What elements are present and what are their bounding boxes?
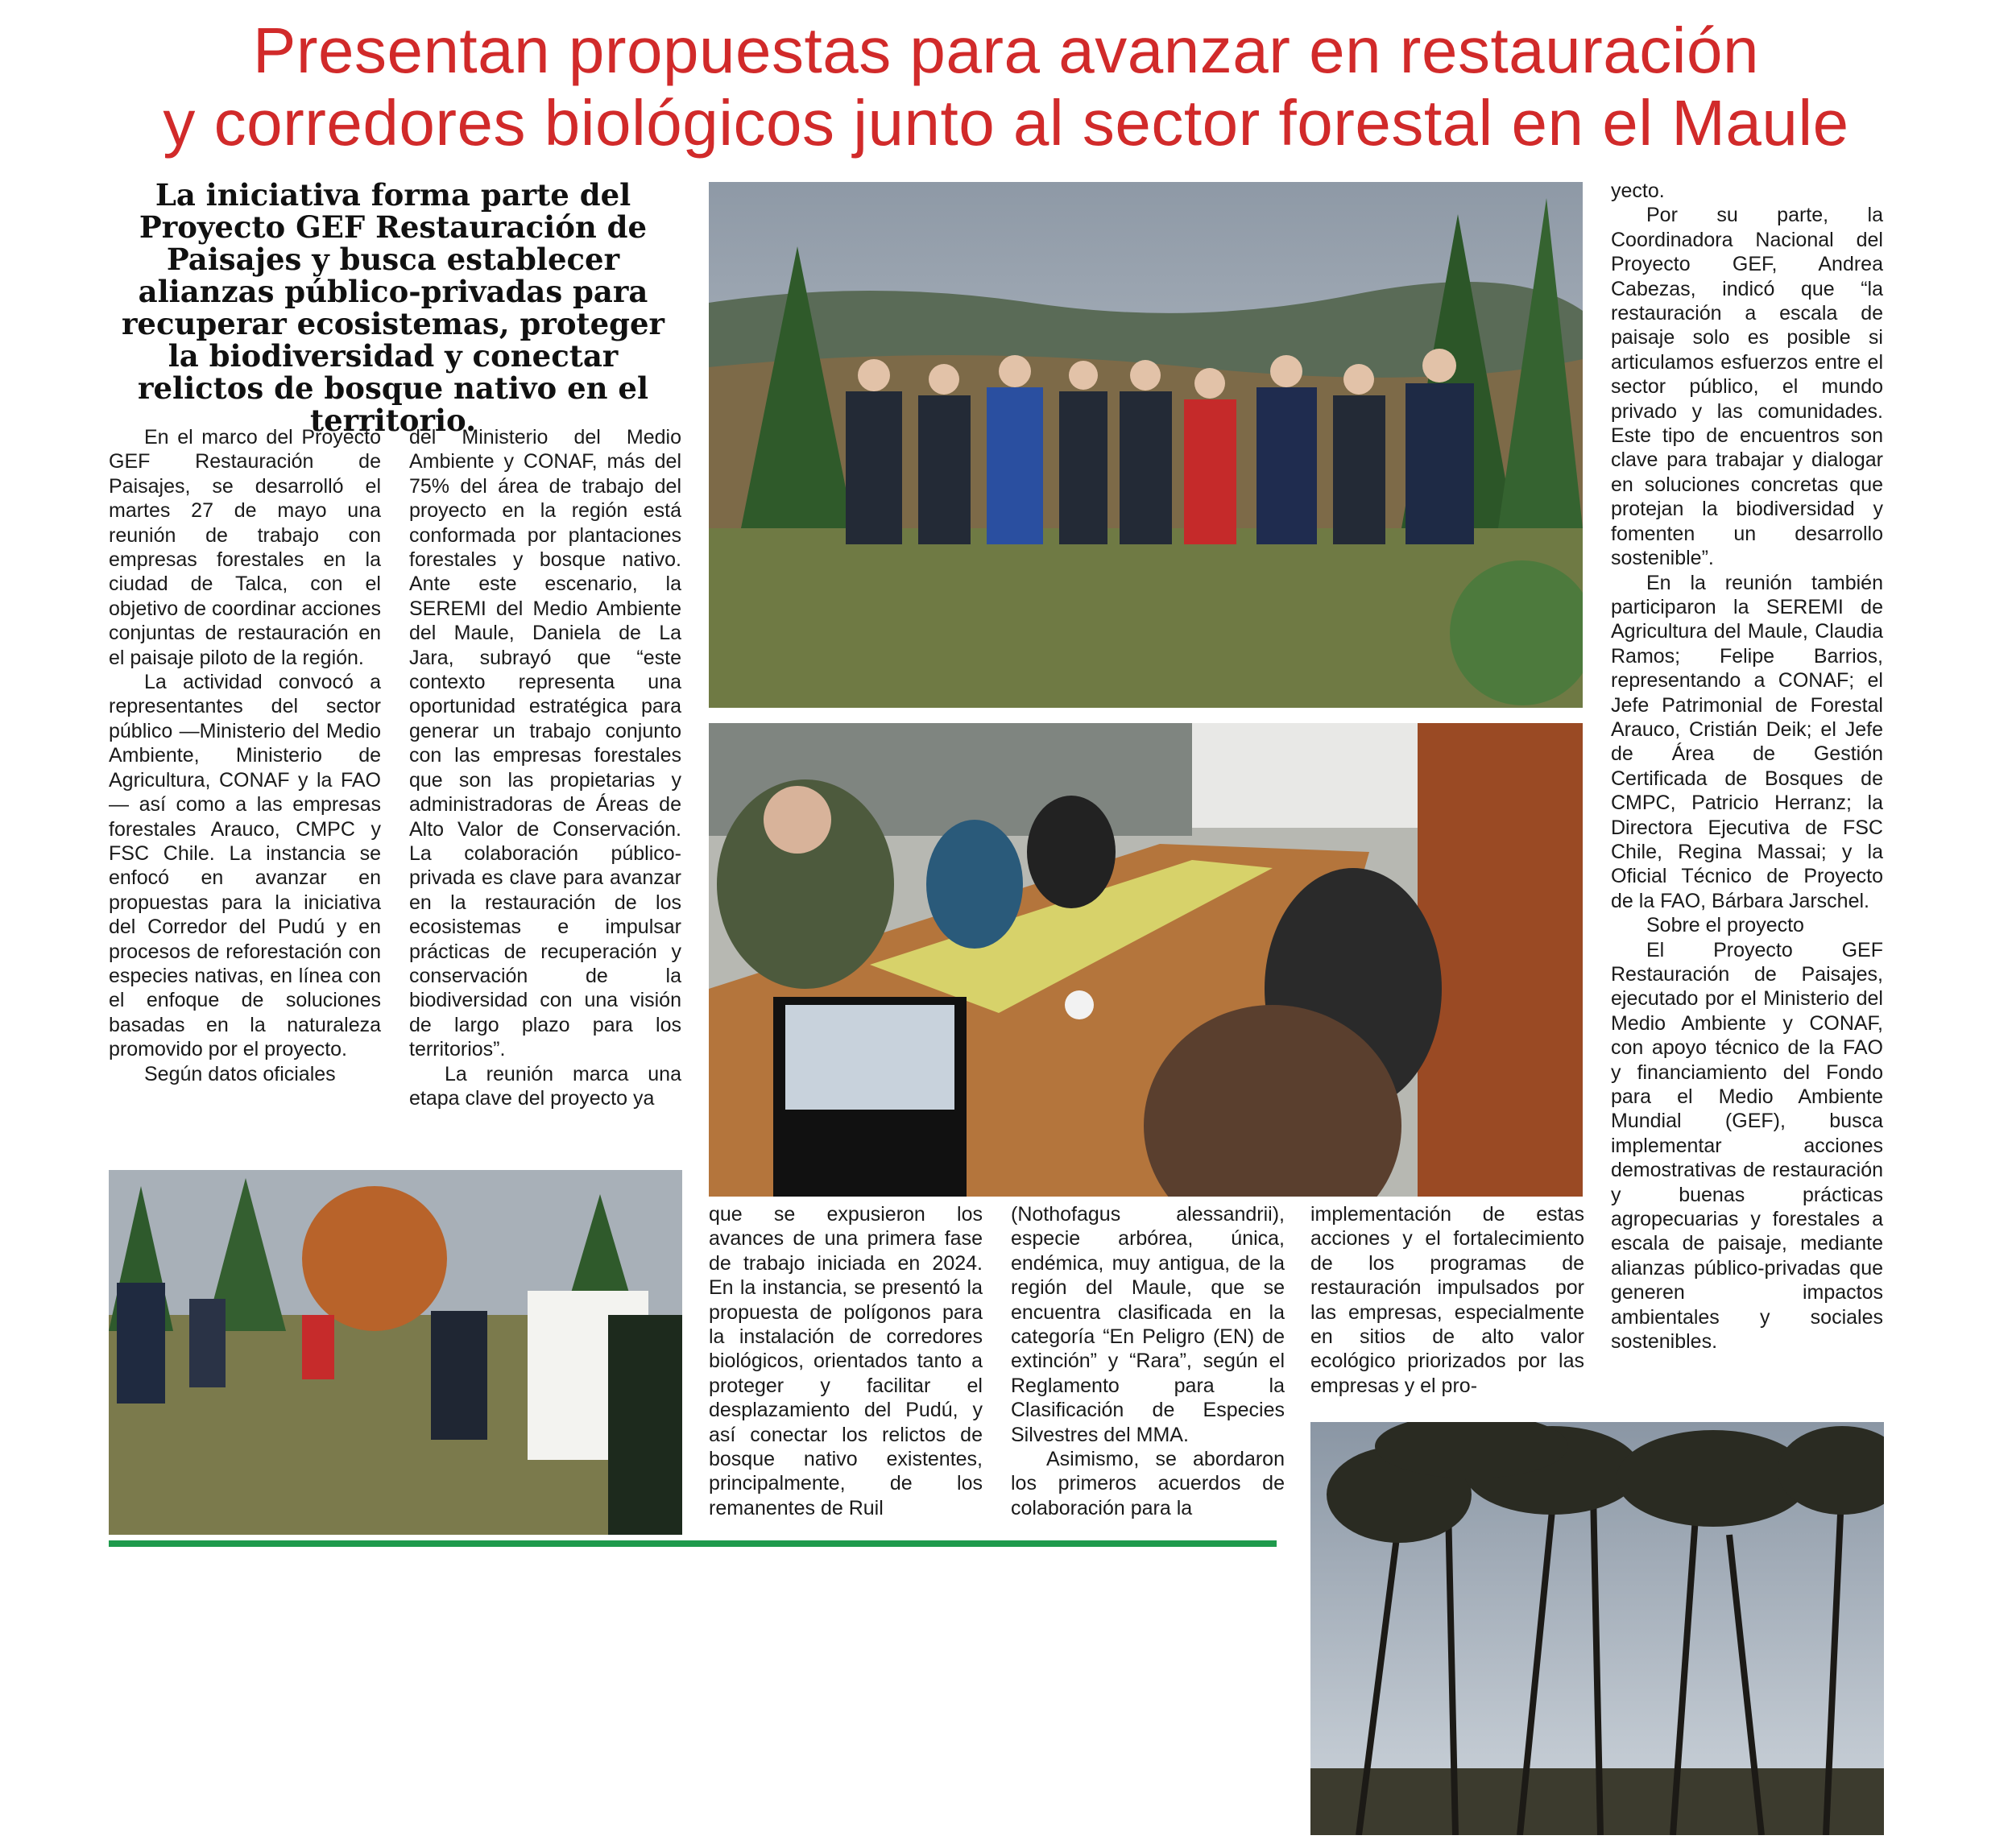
text-column-3 <box>709 1202 983 1520</box>
field-workshop-photo <box>109 1170 682 1535</box>
text-column-1 <box>109 425 381 1086</box>
headline-line-1: Presentan propuestas para avanzar en restauración <box>252 14 1760 86</box>
text-column-4 <box>1011 1202 1285 1520</box>
text-column-2 <box>409 425 681 1110</box>
text-column-6 <box>1611 179 1883 1354</box>
paragraph: yecto. <box>1611 180 1665 202</box>
forest-photo <box>1310 1422 1884 1835</box>
paragraph: Sobre el proyecto <box>1646 914 1804 937</box>
headline-line-2: y corredores biológicos junto al sector forestal en el Maule <box>163 87 1849 159</box>
paragraph: La reunión marca una etapa clave del proyecto ya <box>409 1062 681 1110</box>
paragraph: que se expusieron los avances de una primera fase de trabajo iniciada en 2024. En la instancia, se presentó la propuesta de polígonos para la instalación de corredores biológicos, orientados tanto a proteger y facilitar el desplazamiento del Pudú, y así conectar los relictos de bosque nativo existentes, principalmente, de los remanentes de Ruil <box>709 1203 983 1519</box>
paragraph: El Proyecto GEF Restauración de Paisajes, ejecutado por el Ministerio del Medio Ambiente y CONAF, con apoyo técnico de la FAO y financiamiento del Fondo para el Medio Ambiente Mundial (GEF), busca implementar acciones demostrativas de restauración y buenas prácticas agropecuarias y forestales a escala de paisaje, mediante alianzas público-privadas que generen impactos ambientales y sociales sostenibles. <box>1611 938 1883 1354</box>
paragraph: En la reunión también participaron la SEREMI de Agricultura del Maule, Claudia Ramos; Felipe Barrios, representando a CONAF; el Jefe Patrimonial de Forestal Arauco, Cristián Deik; el Jefe de Área de Gestión Certificada de Bosques de CMPC, Patricio Herranz; la Directora Ejecutiva de FSC Chile, Regina Massai; y la Oficial Técnico de Proyecto de la FAO, Bárbara Jarschel. <box>1611 571 1883 912</box>
paragraph: (Nothofagus alessandrii), especie arbórea, única, endémica, muy antigua, de la región del Maule, que se encuentra clasificada en la categoría “En Peligro (EN) de extinción” y “Rara”, según el Reglamento para la Clasificación de Especies Silvestres del MMA. <box>1011 1203 1285 1446</box>
lead-paragraph: La iniciativa forma parte del Proyecto GEF Restauración de Paisajes y busca establecer alianzas público-privadas para recuperar ecosistemas, proteger la biodiversidad y conectar relictos de bosque nativo en el territorio. <box>121 177 665 438</box>
paragraph: del Ministerio del Medio Ambiente y CONAF, más del 75% del área de trabajo del proyecto en la región está conformada por plantaciones forestales y bosque nativo. Ante este escenario, la SEREMI del Medio Ambiente del Maule, Daniela de La Jara, subrayó que “este contexto representa una oportunidad estratégica para generar un trabajo conjunto con las empresas forestales que son las propietarias y administradoras de Áreas de Alto Valor de Conservación. La colaboración público-privada es clave para avanzar en la restauración de los ecosistemas e impulsar prácticas de recuperación y conservación de la biodiversidad con una visión de largo plazo para los territorios”. <box>409 426 681 1061</box>
paragraph: implementación de estas acciones y el fortalecimiento de los programas de restauración impulsados por las empresas, especialmente en sitios de alto valor ecológico priorizados por las empresas y el pro- <box>1310 1203 1584 1397</box>
paragraph: Según datos oficiales <box>144 1062 336 1085</box>
text-column-5 <box>1310 1202 1584 1398</box>
divider-rule <box>109 1540 1277 1547</box>
paragraph: Asimismo, se abordaron los primeros acuerdos de colaboración para la <box>1011 1448 1285 1519</box>
meeting-photo <box>709 723 1583 1197</box>
paragraph: En el marco del Proyecto GEF Restauración de Paisajes, se desarrolló el martes 27 de mayo una reunión de trabajo con empresas forestales en la ciudad de Talca, con el objetivo de coordinar acciones conjuntas de restauración en el paisaje piloto de la región. <box>109 426 381 669</box>
paragraph: Por su parte, la Coordinadora Nacional del Proyecto GEF, Andrea Cabezas, indicó que “la restauración a escala de paisaje solo es posible si articulamos esfuerzos entre el sector público, el mundo privado y las comunidades. Este tipo de encuentros son clave para trabajar y dialogar en soluciones concretas que protejan la biodiversidad y fomenten un desarrollo sostenible”. <box>1611 204 1883 570</box>
group-photo <box>709 182 1583 708</box>
paragraph: La actividad convocó a representantes del sector público —Ministerio del Medio Ambiente, Ministerio de Agricultura, CONAF y la FAO— así como a las empresas forestales Arauco, CMPC y FSC Chile. La instancia se enfocó en avanzar en propuestas para la iniciativa del Corredor del Pudú y en procesos de reforestación con especies nativas, en línea con el enfoque de soluciones basadas en la naturaleza promovido por el proyecto. <box>109 671 381 1061</box>
